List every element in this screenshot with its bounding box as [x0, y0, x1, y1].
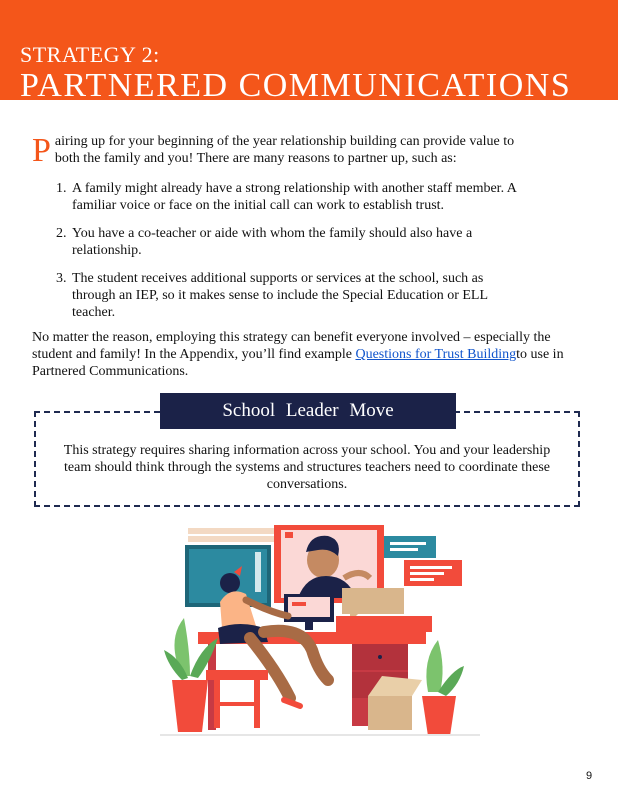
- header-banner: [0, 0, 618, 104]
- drop-cap: P: [32, 132, 51, 169]
- list-item: [56, 225, 526, 259]
- student-video-call-illustration-icon: [160, 520, 480, 745]
- trust-building-link[interactable]: Questions for Trust Building: [355, 347, 517, 362]
- school-leader-move-body: This strategy requires sharing information across your school. You and your leadership team should think through the systems and structures teachers need to coordinate these conversations.: [63, 443, 551, 492]
- list-item: [56, 180, 526, 214]
- intro-paragraph: [32, 133, 532, 167]
- list-text: You have a co-teacher or aide with whom the family should also have a relationship.: [72, 226, 473, 258]
- closing-text: No matter the reason, employing this strategy can benefit everyone involved – especially the student and family! In the Appendix, you’ll find example: [32, 330, 551, 362]
- list-number: 3.: [56, 271, 67, 286]
- list-text: The student receives additional supports or services at the school, such as through an IEP, so it makes sense to include the Special Education or ELL teacher.: [72, 271, 488, 320]
- list-item: [56, 270, 526, 321]
- strategy-kicker: STRATEGY 2:: [20, 42, 160, 67]
- closing-paragraph: [32, 329, 577, 380]
- closing-text-after: to use in Partnered Communications.: [32, 347, 564, 379]
- list-number: 1.: [56, 181, 67, 196]
- page-title: PARTNERED COMMUNICATIONS: [20, 67, 572, 104]
- page-number: 9: [586, 770, 593, 782]
- school-leader-move-title: School Leader Move: [160, 393, 456, 429]
- list-number: 2.: [56, 226, 67, 241]
- reasons-list: [56, 180, 526, 332]
- list-text: A family might already have a strong relationship with another staff member. A familiar voice or face on the initial call can work to establish trust.: [72, 181, 517, 213]
- intro-text: airing up for your beginning of the year relationship building can provide value to both the family and you! There are many reasons to partner up, such as:: [54, 134, 515, 166]
